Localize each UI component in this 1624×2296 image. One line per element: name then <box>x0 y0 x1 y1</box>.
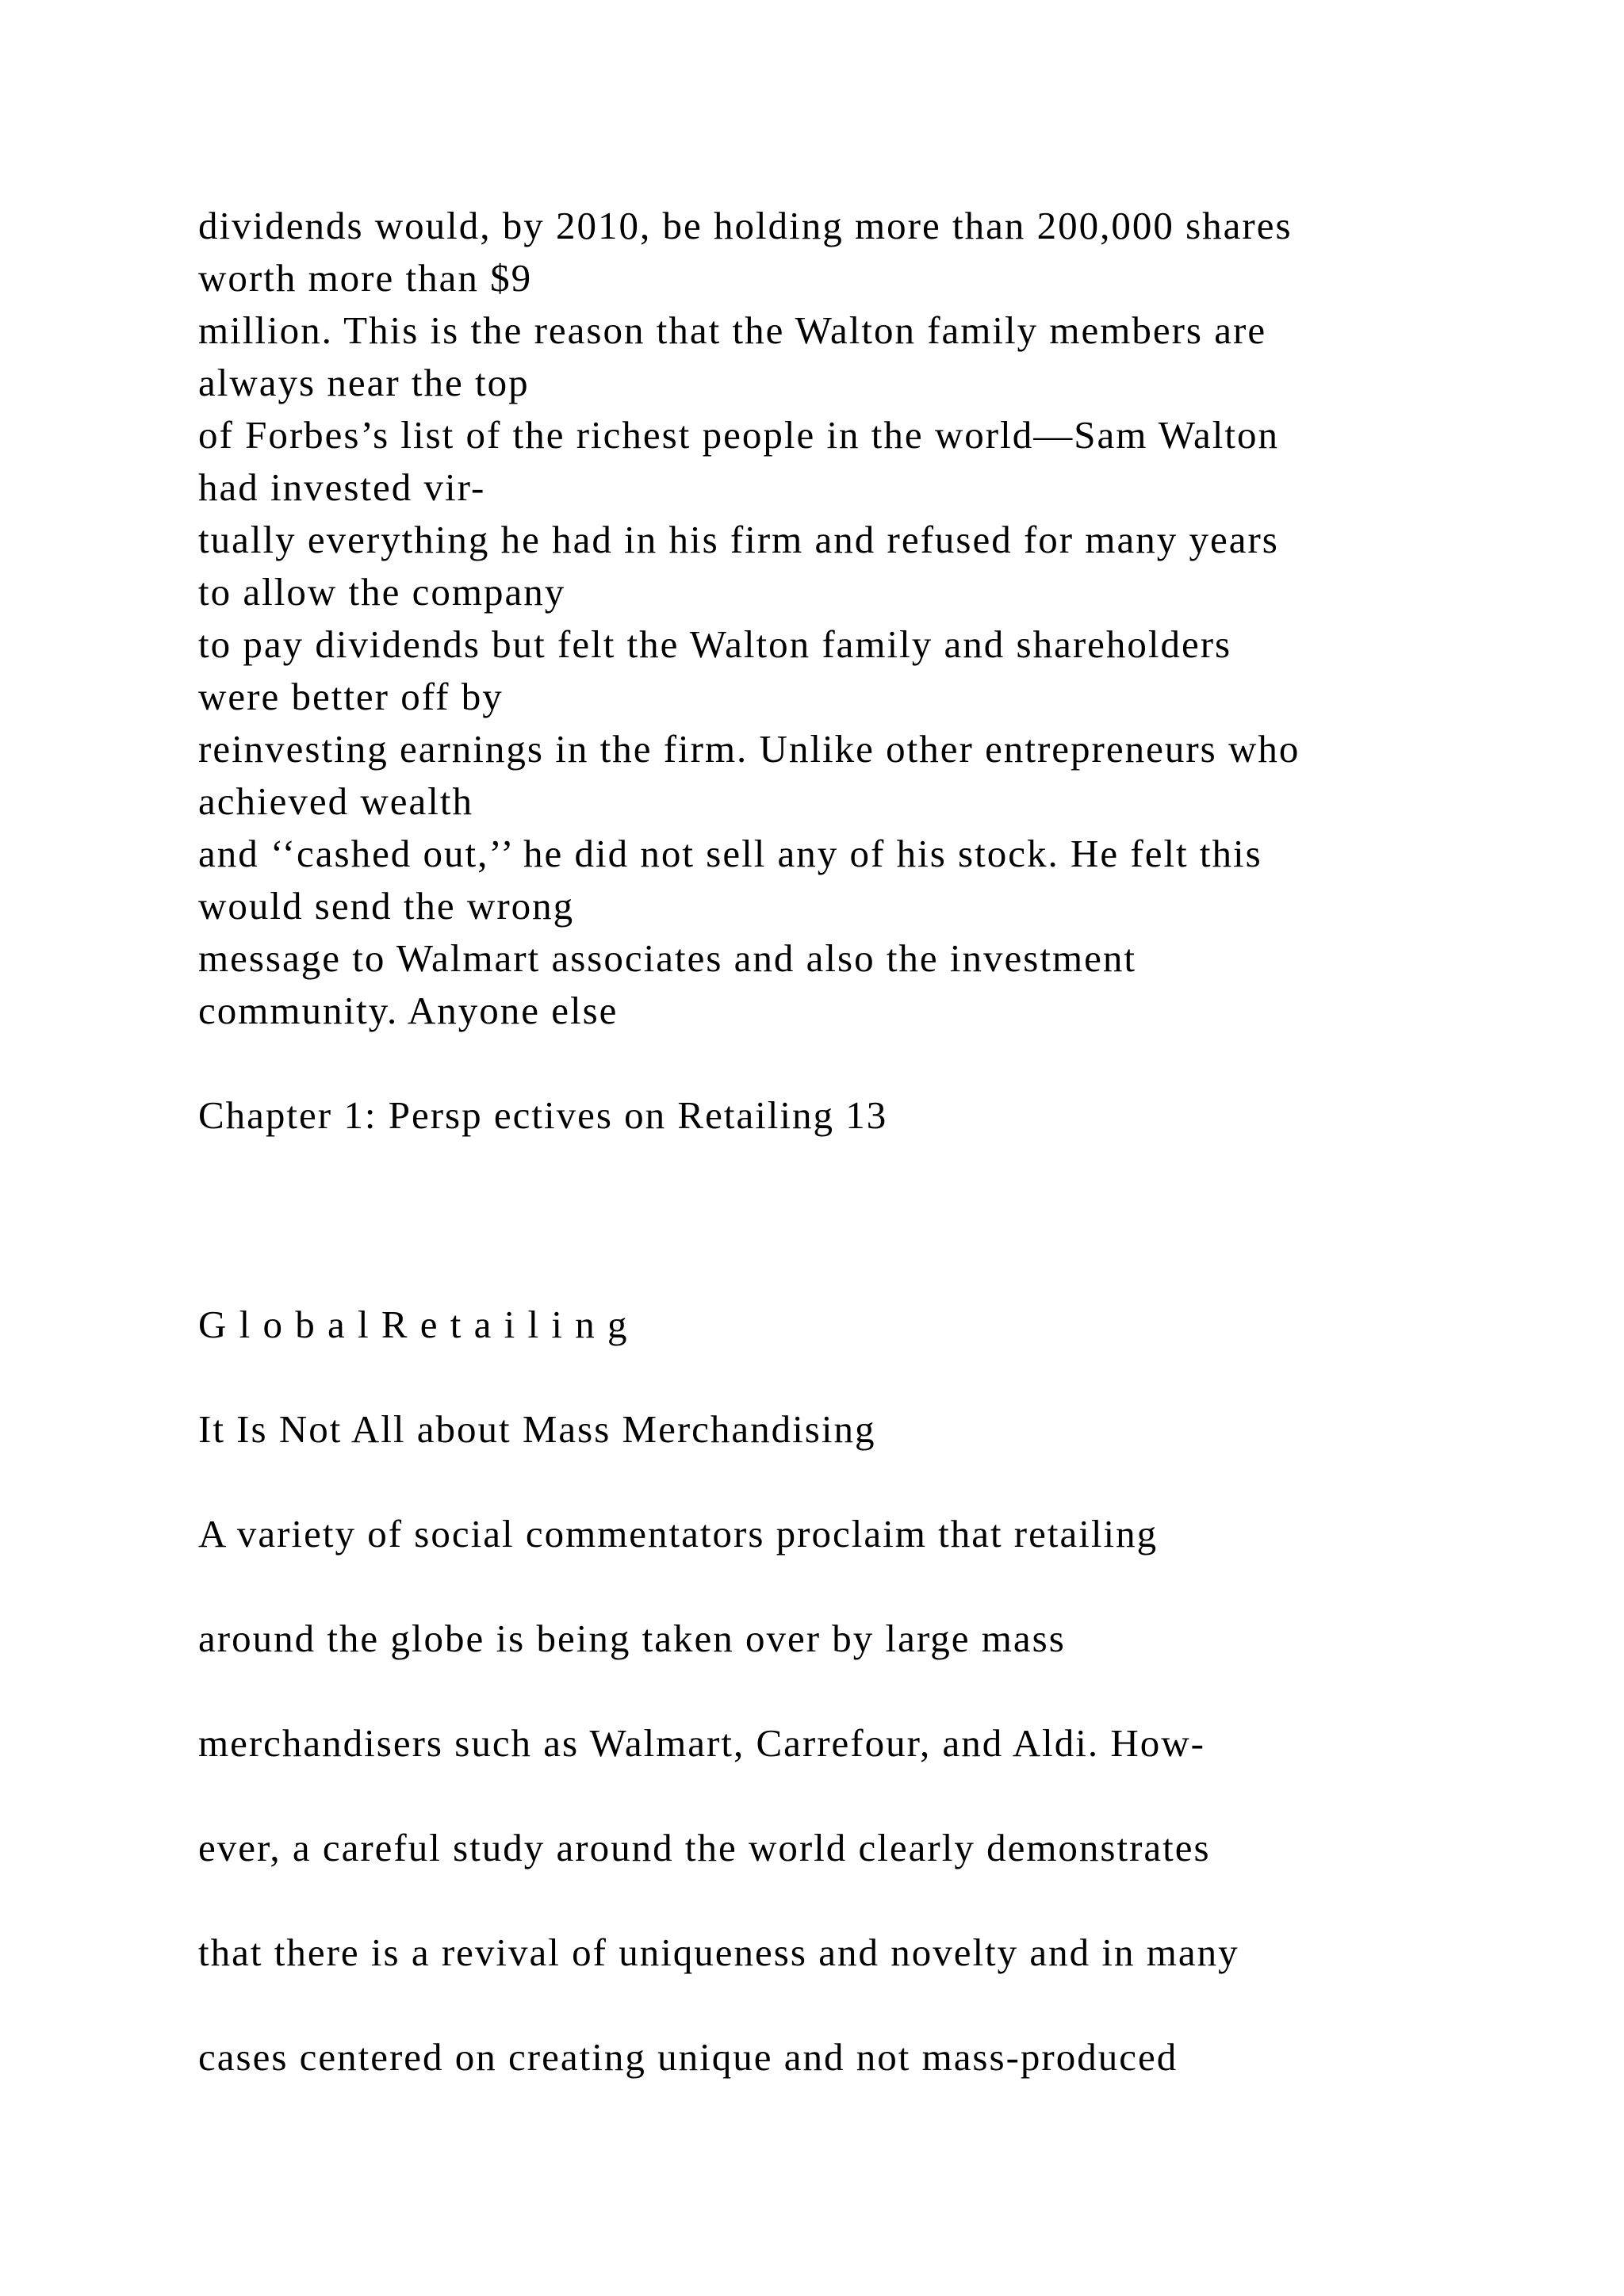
text-line: A variety of social commentators proclaim that retailing <box>198 1512 1159 1556</box>
text-line: ever, a careful study around the world clearly demonstrates <box>198 1826 1211 1869</box>
text-line: worth more than $9 <box>198 256 533 300</box>
text-line: to pay dividends but felt the Walton family and shareholders <box>198 622 1232 666</box>
text-line: merchandisers such as Walmart, Carrefour, and Aldi. How- <box>198 1721 1205 1765</box>
text-line: that there is a revival of uniqueness and novelty and in many <box>198 1931 1239 1974</box>
text-line: had invested vir- <box>198 465 486 509</box>
text-line: and ‘‘cashed out,’’ he did not sell any of his stock. He felt this <box>198 832 1262 875</box>
chapter-footer: Chapter 1: Persp ectives on Retailing 13 <box>198 1093 888 1137</box>
section-heading: G l o b a l R e t a i l i n g <box>198 1303 629 1346</box>
text-line: message to Walmart associates and also the investment <box>198 936 1136 980</box>
text-line: tually everything he had in his firm and refused for many years <box>198 518 1279 561</box>
text-line: always near the top <box>198 361 530 404</box>
text-line: around the globe is being taken over by large mass <box>198 1617 1066 1660</box>
text-line: community. Anyone else <box>198 989 619 1032</box>
text-line: to allow the company <box>198 570 566 614</box>
text-line: would send the wrong <box>198 884 575 928</box>
text-line: achieved wealth <box>198 779 473 823</box>
subheading: It Is Not All about Mass Merchandising <box>198 1407 876 1451</box>
text-line: of Forbes’s list of the richest people in the world—Sam Walton <box>198 413 1280 457</box>
text-line: dividends would, by 2010, be holding more than 200,000 shares <box>198 204 1293 247</box>
text-line: reinvesting earnings in the firm. Unlike other entrepreneurs who <box>198 727 1300 771</box>
text-line: million. This is the reason that the Walton family members are <box>198 308 1267 352</box>
text-line: cases centered on creating unique and not mass-produced <box>198 2035 1178 2079</box>
text-line: were better off by <box>198 675 504 718</box>
